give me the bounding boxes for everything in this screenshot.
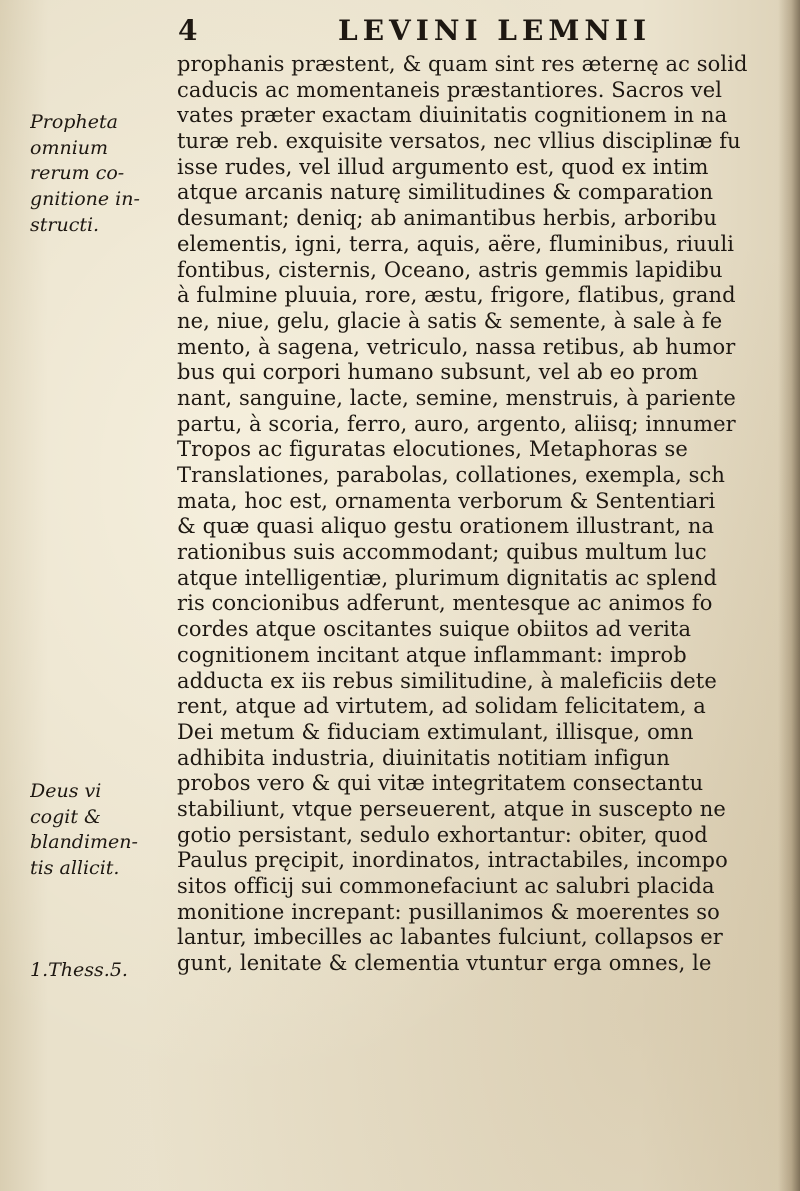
margin-notes [0,0,170,1191]
text-line: Tropos ac figuratas elocutiones, Metaphoras se [177,437,688,462]
running-title: LEVINI LEMNII [338,14,652,47]
text-line: partu, à scoria, ferro, auro, argento, aliisq; innumer [177,411,736,436]
margin-note-line: gnitione in- [30,188,140,211]
text-line: stabiliunt, vtque perseuerent, atque in suscepto ne [177,796,726,821]
text-line: Paulus pręcipit, inordinatos, intractabiles, incompo [177,848,728,873]
text-line: atque arcanis naturę similitudines & comparation [177,180,714,205]
text-line: rent, atque ad virtutem, ad solidam felicitatem, a [177,694,706,719]
page-gutter-shadow [778,0,800,1191]
text-line: Dei metum & fiduciam extimulant, illisque, omn [177,719,694,744]
text-line: monitione increpant: pusillanimos & moerentes so [177,899,720,924]
text-line: lantur, imbecilles ac labantes fulciunt, collapsos er [177,925,723,950]
text-line: sitos officij sui commonefaciunt ac salubri placida [177,874,715,898]
text-line: mata, hoc est, ornamenta verborum & Sententiari [177,488,716,513]
body-text [177,52,785,1172]
margin-note-line: blandimen- [30,831,138,854]
text-line: prophanis præstent, & quam sint res æternę ac solid [177,52,748,76]
text-line: vates præter exactam diuinitatis cognitionem in na [177,103,728,128]
text-line: gunt, lenitate & clementia vtuntur erga omnes, le [177,951,712,976]
text-line: adducta ex iis rebus similitudine, à maleficiis dete [177,668,717,693]
text-line: gotio persistant, sedulo exhortantur: obiter, quod [177,822,708,847]
margin-note-line: cogit & [30,805,101,828]
text-line: bus qui corpori humano subsunt, vel ab eo prom [177,360,699,385]
text-line: Translationes, parabolas, collationes, exempla, sch [177,463,725,487]
margin-note-line: 1.Thess.5. [30,959,128,981]
margin-note-line: tis allicit. [30,857,120,880]
text-line: isse rudes, vel illud argumento est, quod ex intim [177,154,709,179]
margin-note-thess [30,958,170,984]
text-line: ris concionibus adferunt, mentesque ac animos fo [177,591,713,616]
text-line: à fulmine pluuia, rore, æstu, frigore, flatibus, grand [177,283,736,308]
margin-note-prophetae [30,110,170,238]
text-line: atque intelligentiæ, plurimum dignitatis ac splend [177,565,718,590]
text-line: rationibus suis accommodant; quibus multum luc [177,540,707,565]
text-line: mento, à sagena, vetriculo, nassa retibus, ab humor [177,334,736,359]
margin-note-line: structi. [30,213,100,236]
margin-note-line: rerum co- [30,162,125,185]
margin-note-deus [30,779,170,882]
text-line: turæ reb. exquisite versatos, nec vllius disciplinæ fu [177,129,741,154]
text-line: ne, niue, gelu, glacie à satis & semente, à sale à fe [177,308,723,333]
page-header [178,14,778,48]
text-line: nant, sanguine, lacte, semine, menstruis, à pariente [177,385,736,410]
text-line: adhibita industria, diuinitatis notitiam infigun [177,745,670,770]
page-number: 4 [178,14,198,47]
text-line: & quæ quasi aliquo gestu orationem illustrant, na [177,514,715,539]
text-line: probos vero & qui vitæ integritatem consectantu [177,771,704,796]
text-line: elementis, igni, terra, aquis, aëre, fluminibus, riuuli [177,231,735,256]
text-line: fontibus, cisternis, Oceano, astris gemmis lapidibu [177,257,723,282]
margin-note-line: omnium [30,136,109,159]
text-line: cordes atque oscitantes suique obiitos ad verita [177,617,692,642]
margin-note-line: Deus vi [30,780,102,802]
margin-note-line: Propheta [30,111,118,133]
text-line: cognitionem incitant atque inflammant: improb [177,642,687,667]
text-line: caducis ac momentaneis præstantiores. Sacros vel [177,77,723,102]
text-line: desumant; deniq; ab animantibus herbis, arboribu [177,206,718,231]
